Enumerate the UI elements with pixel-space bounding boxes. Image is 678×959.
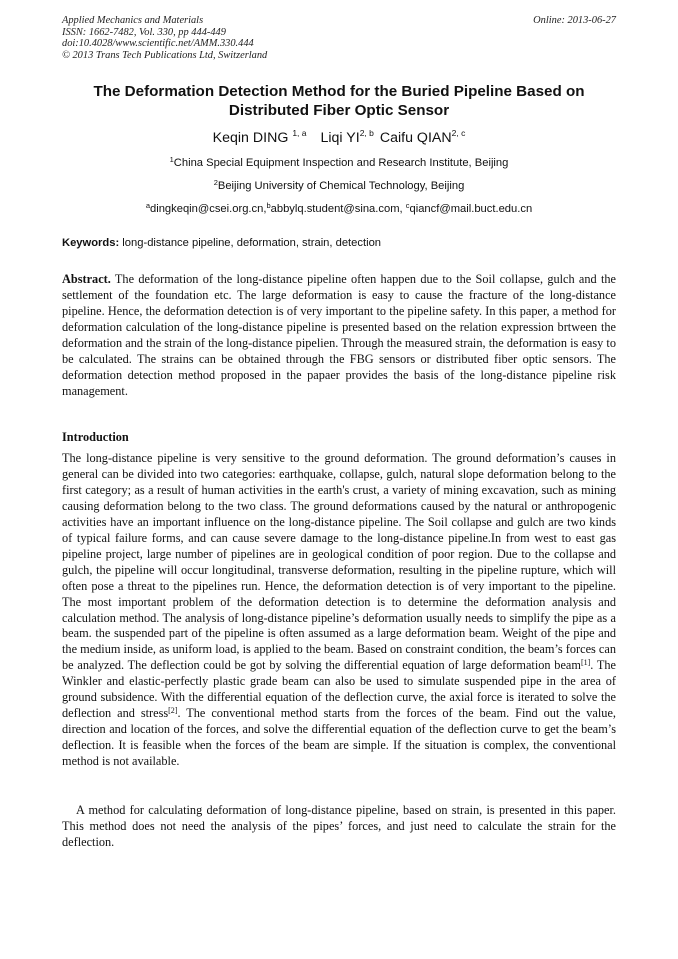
intro-paragraph-1 bbox=[62, 451, 616, 770]
author-affil-mark: 1, a bbox=[292, 128, 307, 138]
intro-text: . The Winkler and elastic-perfectly plastic grade beam can also be used to simulate suspended pipe in the area of ground subsidence. With the differential equation of the deflection curve, the axial force is iterated to solve the deflection and stress bbox=[62, 658, 616, 721]
doi-line: doi:10.4028/www.scientific.net/AMM.330.444 bbox=[62, 38, 254, 50]
email-mark: b bbox=[266, 201, 271, 210]
intro-text: . The conventional method starts from the forces of the beam. Find out the value, direction and location of the forces, and solve the differential equation of the deflection curve to get the beam’s deflection. It is feasible when the forces of the beam are simple. If the situation is complex, the conventional method is not available. bbox=[62, 706, 616, 769]
email-mark: a bbox=[145, 201, 150, 210]
abstract-paragraph bbox=[62, 272, 616, 400]
email-mark: c bbox=[405, 201, 410, 210]
abstract-label: Abstract. bbox=[62, 272, 111, 286]
section-heading: Introduction bbox=[62, 430, 129, 444]
intro-paragraph-2: A method for calculating deformation of long-distance pipeline, based on strain, is presented in this paper. This method does not need the analysis of the pipes’ forces, and just need to calculate the strain for the deflection. bbox=[62, 803, 616, 849]
affil-text: China Special Equipment Inspection and Research Institute, Beijing bbox=[173, 157, 509, 169]
affiliation-2 bbox=[62, 179, 616, 193]
journal-name: Applied Mechanics and Materials bbox=[62, 15, 204, 26]
keywords-line bbox=[62, 236, 616, 250]
email-text: abbylq.student@sina.com, bbox=[270, 203, 406, 215]
online-date: Online: 2013-06-27 bbox=[533, 15, 616, 26]
affiliation-1 bbox=[62, 156, 616, 170]
email-text: dingkeqin@csei.org.cn, bbox=[149, 203, 267, 215]
author-list bbox=[62, 129, 616, 147]
author-affil-mark: 2, b bbox=[359, 128, 374, 138]
copyright-line: © 2013 Trans Tech Publications Ltd, Switzerland bbox=[62, 49, 268, 61]
affil-mark: 1 bbox=[169, 155, 174, 164]
issn-line: ISSN: 1662-7482, Vol. 330, pp 444-449 bbox=[62, 26, 226, 38]
intro-text: The long-distance pipeline is very sensitive to the ground deformation. The ground deformation’s causes in general can be divided into two categories: earthquake, collapse, gulch, natural slope deformation belong to the first category; as a result of human activities in the earth's crust, a variety of mining excavation, such as mining causing deformation belong to the two class. The ground deformations caused by the natural or anthropogenic activities have an important influence on the long-distance pipeline. The Soil collapse and gulch are two kinds of typical failure forms, and can cause severe damage to the long-distance pipeline.In from west to east gas pipeline project, large number of pipelines are in geological condition of poor region. Due to the collapse and gulch, the pipeline will occur longitudinal, transverse deformation, resulting in the pipeline rupture, which will often pose a threat to the pipelines run. Hence, the deformation detection is of very important to the pipeline. The most important problem of the deformation detection is to determine the deformation analysis and calculation method. The analysis of long-distance pipeline’s deformation usually needs to simplify the pipe as a beam. the suspended part of the pipeline is often assumed as a large deformation beam. Weight of the pipe and the medium inside, as uniform load, is applied to the beam. Based on constraint condition, the beam’s forces can be analyzed. The deflection could be got by solving the differential equation of large deformation beam bbox=[62, 451, 616, 673]
journal-header bbox=[62, 15, 616, 61]
author-name: Keqin DING bbox=[212, 130, 289, 146]
affil-text: Beijing University of Chemical Technology, Beijing bbox=[217, 180, 465, 192]
author-name: Caifu QIAN bbox=[379, 130, 452, 146]
keywords-label: Keywords: bbox=[62, 237, 120, 249]
author-name: Liqi YI bbox=[320, 130, 360, 146]
paper-title: The Deformation Detection Method for the Buried Pipeline Based on Distributed Fiber Optic Sensor bbox=[93, 83, 585, 119]
citation-ref: [1] bbox=[580, 658, 591, 668]
abstract-text: The deformation of the long-distance pipeline often happen due to the Soil collapse, gulch and the settlement of the foundation etc. The large deformation is easy to cause the fracture of the long-distance pipeline. Hence, the deformation detection is of very important to the pipeline safety. In this paper, a method for deformation calculation of the long-distance pipeline is presented based on the relation expression brtween the deformation and the strain of the long-distance pipelien. Through the measured strain, the deformation is easy to be calculated. The strains can be obtained through the FBG sensors or distributed fiber optic sensors. The deformation detection method proposed in the papaer provides the basis of the long-distance pipeline risk management. bbox=[62, 272, 616, 398]
author-affil-mark: 2, c bbox=[451, 128, 466, 138]
citation-ref: [2] bbox=[168, 706, 178, 716]
keywords-text: long-distance pipeline, deformation, strain, detection bbox=[119, 237, 382, 249]
email-text: qiancf@mail.buct.edu.cn bbox=[409, 203, 533, 215]
email-line bbox=[62, 202, 616, 216]
affil-mark: 2 bbox=[213, 178, 218, 187]
